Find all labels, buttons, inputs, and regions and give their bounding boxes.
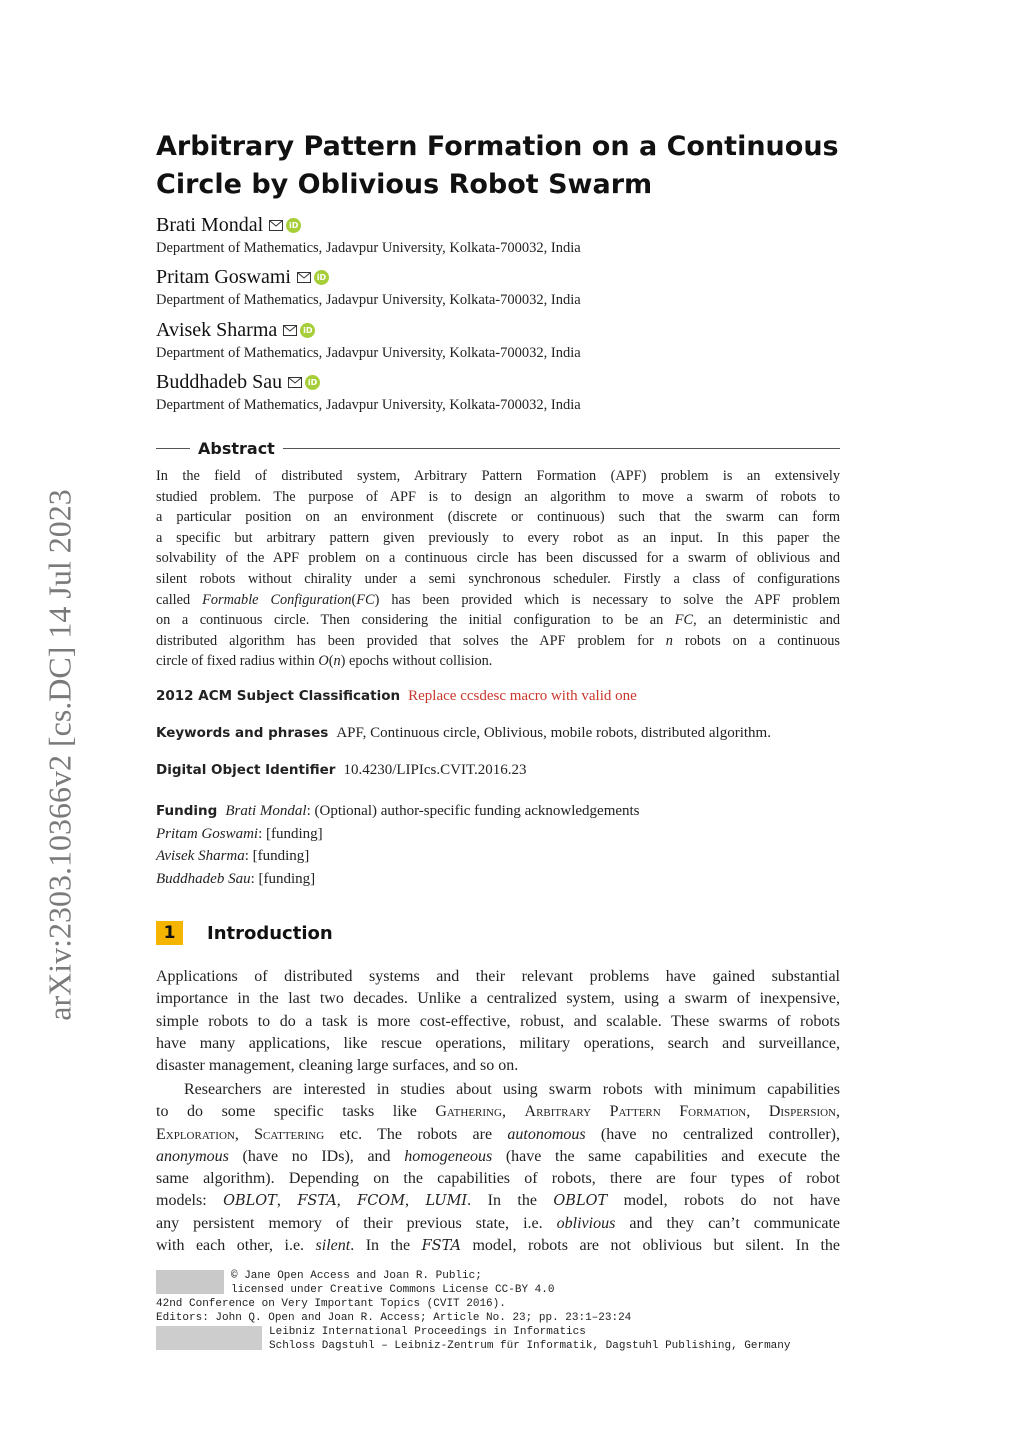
abstract-line: called Formable Configuration(FC) has been provided which is necessary to solve the APF problem xyxy=(156,591,840,608)
author-affiliation: Department of Mathematics, Jadavpur University, Kolkata-700032, India xyxy=(156,240,581,256)
author-name: Brati Mondal xyxy=(156,214,264,236)
footer-publisher: Schloss Dagstuhl – Leibniz-Zentrum für Informatik, Dagstuhl Publishing, Germany xyxy=(269,1340,791,1352)
keywords-label: Keywords and phrases xyxy=(156,725,329,741)
section-number: 1 xyxy=(156,921,183,945)
funding-author: Buddhadeb Sau xyxy=(156,870,251,887)
arxiv-identifier-stamp: arXiv:2303.10366v2 [cs.DC] 14 Jul 2023 xyxy=(41,489,78,1021)
abstract-line: circle of fixed radius within O(n) epochs without collision. xyxy=(156,653,493,670)
funding-text: : [funding] xyxy=(250,870,316,887)
author-name: Avisek Sharma xyxy=(156,319,278,341)
intro-paragraph-1 xyxy=(156,966,840,1077)
funding-text: : [funding] xyxy=(244,848,310,864)
author-block xyxy=(156,266,840,309)
funding xyxy=(156,800,840,890)
orcid-icon[interactable]: iD xyxy=(286,218,301,233)
email-icon[interactable] xyxy=(269,220,283,231)
orcid-icon[interactable]: iD xyxy=(300,323,315,338)
abstract-heading-label: Abstract xyxy=(198,438,275,458)
author-block xyxy=(156,214,840,257)
lipics-logo xyxy=(156,1326,262,1350)
paragraph-line: simple robots to do a task is more cost-effective, robust, and scalable. These swarms of robots xyxy=(156,1012,840,1030)
doi xyxy=(156,762,840,779)
paragraph-line: anonymous (have no IDs), and homogeneous (have the same capabilities and execute the xyxy=(156,1147,840,1165)
abstract-line: studied problem. The purpose of APF is to design an algorithm to move a swarm of robots to xyxy=(156,488,840,505)
acm-value: Replace ccsdesc macro with valid one xyxy=(408,688,637,704)
funding-label: Funding xyxy=(156,803,218,819)
keywords xyxy=(156,725,840,742)
paragraph-line: models: OBLOT, FSTA, FCOM, LUMI. In the OBLOT model, robots do not have xyxy=(156,1192,841,1210)
funding-author: Brati Mondal xyxy=(225,803,307,819)
acm-label: 2012 ACM Subject Classification xyxy=(156,688,401,704)
author-affiliation: Department of Mathematics, Jadavpur University, Kolkata-700032, India xyxy=(156,292,581,308)
paper-title-line-2: Circle by Oblivious Robot Swarm xyxy=(156,169,653,200)
funding-author: Avisek Sharma xyxy=(156,848,245,864)
keywords-value: APF, Continuous circle, Oblivious, mobile robots, distributed algorithm. xyxy=(336,725,771,741)
funding-text: : (Optional) author-specific funding acknowledgements xyxy=(306,803,640,819)
paragraph-line: Exploration, Scattering etc. The robots are autonomous (have no centralized controller), xyxy=(156,1125,840,1143)
footer-series: Leibniz International Proceedings in Informatics xyxy=(269,1326,586,1338)
creative-commons-logo xyxy=(156,1270,224,1294)
heading-rule xyxy=(156,448,190,449)
doi-link[interactable]: 10.4230/LIPIcs.CVIT.2016.23 xyxy=(343,762,527,778)
abstract-line: a particular position on an environment (discrete or continuous) such that the swarm can form xyxy=(156,509,840,526)
email-icon[interactable] xyxy=(297,272,311,283)
paragraph-line: have many applications, like rescue operations, military operations, search and surveillance, xyxy=(156,1034,840,1052)
section-title: Introduction xyxy=(207,922,333,944)
abstract-line: distributed algorithm has been provided that solves the APF problem for n robots on a continuous xyxy=(156,632,840,649)
author-name: Buddhadeb Sau xyxy=(156,371,283,393)
intro-paragraph-2 xyxy=(156,1079,840,1257)
author-affiliation: Department of Mathematics, Jadavpur University, Kolkata-700032, India xyxy=(156,345,581,361)
abstract-body xyxy=(156,466,840,672)
heading-rule xyxy=(283,448,840,449)
funding-author: Pritam Goswami xyxy=(156,825,259,842)
paragraph-line: with each other, i.e. silent. In the FSTA model, robots are not oblivious but silent. In the xyxy=(156,1237,841,1255)
acm-classification xyxy=(156,688,840,705)
paragraph-line: Researchers are interested in studies about using swarm robots with minimum capabilities xyxy=(184,1081,840,1098)
author-affiliation: Department of Mathematics, Jadavpur University, Kolkata-700032, India xyxy=(156,397,581,413)
footer-license: licensed under Creative Commons License CC-BY 4.0 xyxy=(231,1284,555,1296)
paragraph-line: Applications of distributed systems and their relevant problems have gained substantial xyxy=(156,968,840,985)
abstract-line: on a continuous circle. Then considering the initial configuration to be an FC, an deterministic and xyxy=(156,612,840,629)
paragraph-line: importance in the last two decades. Unlike a centralized system, using a swarm of inexpensive, xyxy=(156,990,840,1008)
term-formable-configuration: Formable Configuration xyxy=(202,591,352,608)
section-heading-introduction xyxy=(156,921,840,945)
footer-editors: Editors: John Q. Open and Joan R. Access; Article No. 23; pp. 23:1–23:24 xyxy=(156,1312,632,1324)
paper-title xyxy=(156,128,840,204)
paper-title-line-1: Arbitrary Pattern Formation on a Continuous xyxy=(156,131,839,162)
author-block xyxy=(156,319,840,362)
abstract-line: In the field of distributed system, Arbitrary Pattern Formation (APF) problem is an extensively xyxy=(156,468,840,484)
abstract-heading xyxy=(156,437,840,459)
footer-conference: 42nd Conference on Very Important Topics (CVIT 2016). xyxy=(156,1298,506,1310)
email-icon[interactable] xyxy=(288,377,302,388)
abstract-line: silent robots without chirality under a semi synchronous scheduler. Firstly a class of configurations xyxy=(156,570,840,587)
author-name: Pritam Goswami xyxy=(156,266,291,288)
email-icon[interactable] xyxy=(283,325,297,336)
abstract-line: solvability of the APF problem on a continuous circle has been discussed for a swarm of oblivious and xyxy=(156,550,840,567)
orcid-icon[interactable]: iD xyxy=(305,375,320,390)
paragraph-line: to do some specific tasks like Gathering, Arbitrary Pattern Formation, Dispersion, xyxy=(156,1103,841,1121)
funding-text: : [funding] xyxy=(258,825,323,842)
author-block xyxy=(156,371,840,414)
paragraph-line: disaster management, cleaning large surfaces, and so on. xyxy=(156,1057,519,1075)
doi-label: Digital Object Identifier xyxy=(156,762,336,778)
orcid-icon[interactable]: iD xyxy=(314,270,329,285)
paragraph-line: any persistent memory of their previous state, i.e. oblivious and they can’t communicate xyxy=(156,1214,840,1232)
footer-copyright: © Jane Open Access and Joan R. Public; xyxy=(231,1270,482,1282)
abstract-line: a specific but arbitrary pattern given previously to every robot as an input. In this paper the xyxy=(156,529,840,546)
paragraph-line: same algorithm). Depending on the capabilities of robots, there are four types of robot xyxy=(156,1170,840,1188)
